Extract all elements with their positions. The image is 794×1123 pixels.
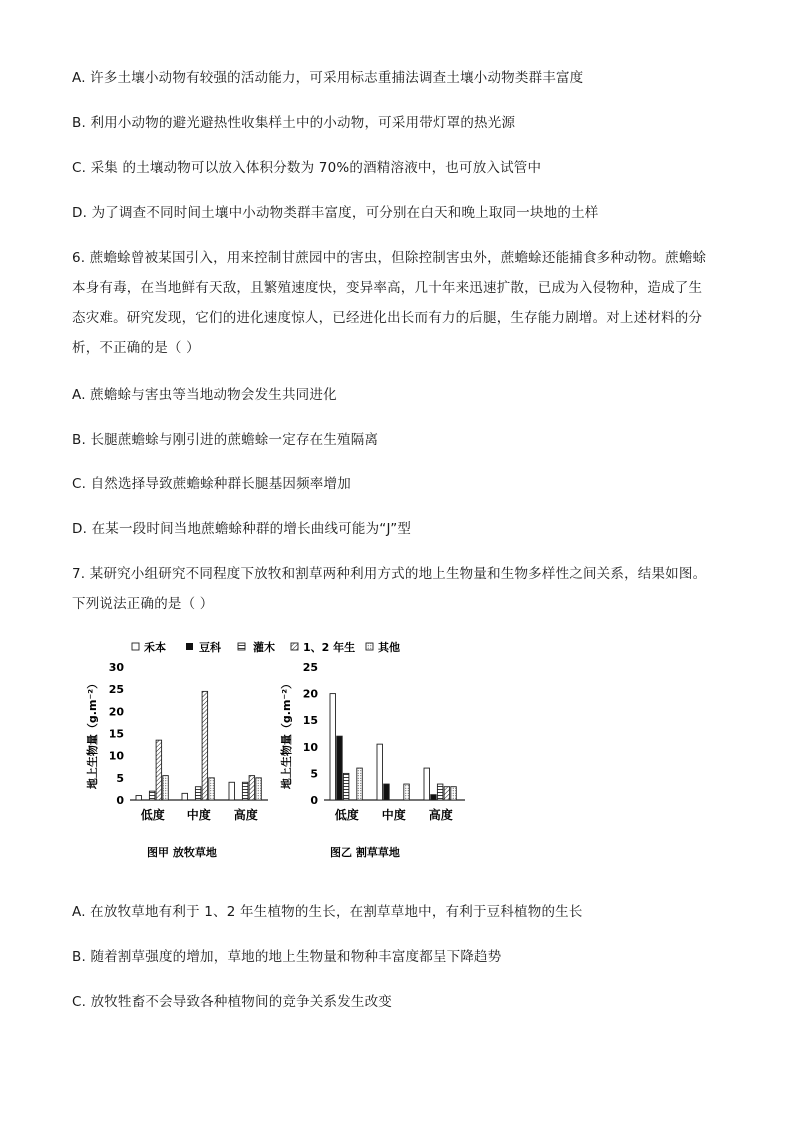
bar <box>202 691 208 800</box>
bar <box>384 784 390 800</box>
y-tick-label: 10 <box>302 740 318 754</box>
q7-option-a: A. 在放牧草地有利于 1、2 年生植物的生长，在割草草地中，有利于豆科植物的生长 <box>72 904 583 920</box>
q6-stem-line-4: 析，不正确的是（ ） <box>72 340 200 356</box>
bar-charts <box>72 632 492 872</box>
legend-item <box>366 640 400 654</box>
legend-label: 豆科 <box>199 641 221 654</box>
legend-item <box>186 640 222 654</box>
bar <box>242 782 248 800</box>
chart-title: 图乙 割草草地 <box>330 846 400 859</box>
y-tick-label: 0 <box>116 794 124 807</box>
legend-item <box>291 640 355 654</box>
legend-item <box>132 640 166 654</box>
y-tick-label: 10 <box>108 749 124 763</box>
legend-label: 灌木 <box>253 641 275 654</box>
bar <box>437 784 443 800</box>
x-tick-label: 中度 <box>381 808 406 822</box>
bar <box>136 796 142 800</box>
bar <box>229 782 235 800</box>
q6-stem-line-3: 态灾难。研究发现，它们的进化速度惊人，已经进化出长而有力的后腿，生存能力剧增。对上述材料的分 <box>72 310 703 326</box>
x-tick-label: 中度 <box>186 808 211 822</box>
chart-grazing <box>85 661 268 859</box>
q7-option-c: C. 放牧牲畜不会导致各种植物间的竞争关系发生改变 <box>72 994 393 1010</box>
bar <box>451 787 457 800</box>
bar <box>156 740 162 800</box>
bar <box>209 778 215 800</box>
bar <box>195 787 201 800</box>
chart-legend <box>132 640 400 654</box>
y-tick-label: 25 <box>108 683 124 697</box>
bar <box>343 773 349 800</box>
y-tick-label: 0 <box>310 794 318 807</box>
bar <box>404 784 410 800</box>
q6-option-b: B. 长腿蔗蟾蜍与刚引进的蔗蟾蜍一定存在生殖隔离 <box>72 432 379 448</box>
q6-option-a: A. 蔗蟾蜍与害虫等当地动物会发生共同进化 <box>72 387 337 403</box>
y-axis-label: 地上生物量（g.m⁻²） <box>280 677 293 790</box>
bar <box>377 744 383 800</box>
y-tick-label: 25 <box>302 661 318 674</box>
y-tick-label: 5 <box>310 767 318 781</box>
bar <box>357 768 363 800</box>
y-axis-label: 地上生物量（g.m⁻²） <box>86 677 99 790</box>
bar <box>149 791 155 800</box>
q7-stem-line-2: 下列说法正确的是（ ） <box>72 596 214 612</box>
bar <box>431 795 437 800</box>
y-tick-label: 30 <box>108 661 124 674</box>
bar <box>424 768 430 800</box>
bar <box>444 787 450 800</box>
q6-stem-line-2: 本身有毒，在当地鲜有天敌，且繁殖速度快，变异率高，几十年来迅速扩散，已成为入侵物种，造成了生 <box>72 280 703 296</box>
legend-item <box>238 640 275 654</box>
chart-title: 图甲 放牧草地 <box>147 846 217 859</box>
legend-label: 1、2 年生 <box>303 641 356 654</box>
x-tick-label: 低度 <box>334 808 359 822</box>
q5-option-d: D. 为了调查不同时间土壤中小动物类群丰富度，可分别在白天和晚上取同一块地的土样 <box>72 205 599 221</box>
y-tick-label: 20 <box>108 705 124 719</box>
q5-option-c: C. 采集 的土壤动物可以放入体积分数为 70%的酒精溶液中，也可放入试管中 <box>72 160 542 176</box>
y-tick-label: 5 <box>116 771 124 785</box>
q6-option-c: C. 自然选择导致蔗蟾蜍种群长腿基因频率增加 <box>72 476 351 492</box>
bar <box>182 793 188 800</box>
x-tick-label: 高度 <box>428 808 453 822</box>
x-tick-label: 高度 <box>233 808 258 822</box>
x-tick-label: 低度 <box>140 808 165 822</box>
y-tick-label: 20 <box>302 687 318 701</box>
y-tick-label: 15 <box>108 727 124 741</box>
q5-option-a: A. 许多土壤小动物有较强的活动能力，可采用标志重捕法调查土壤小动物类群丰富度 <box>72 70 584 86</box>
y-tick-label: 15 <box>302 714 318 728</box>
q5-option-b: B. 利用小动物的避光避热性收集样土中的小动物，可采用带灯罩的热光源 <box>72 115 516 131</box>
q6-stem-line-1: 6. 蔗蟾蜍曾被某国引入，用来控制甘蔗园中的害虫，但除控制害虫外，蔗蟾蜍还能捕食多种动物。蔗蟾蜍 <box>72 250 707 266</box>
legend-label: 禾本 <box>144 641 166 654</box>
q7-option-b: B. 随着割草强度的增加，草地的地上生物量和物种丰富度都呈下降趋势 <box>72 949 502 965</box>
chart-mowing <box>279 661 465 859</box>
bar <box>330 694 336 800</box>
bar <box>249 776 255 800</box>
bar <box>163 776 169 800</box>
legend-label: 其他 <box>378 641 400 654</box>
q6-option-d: D. 在某一段时间当地蔗蟾蜍种群的增长曲线可能为“J”型 <box>72 521 412 537</box>
bar <box>256 778 261 800</box>
bar <box>337 736 343 800</box>
q7-figure <box>72 632 492 872</box>
q7-stem-line-1: 7. 某研究小组研究不同程度下放牧和割草两种利用方式的地上生物量和生物多样性之间关系，结果如图。 <box>72 566 707 582</box>
